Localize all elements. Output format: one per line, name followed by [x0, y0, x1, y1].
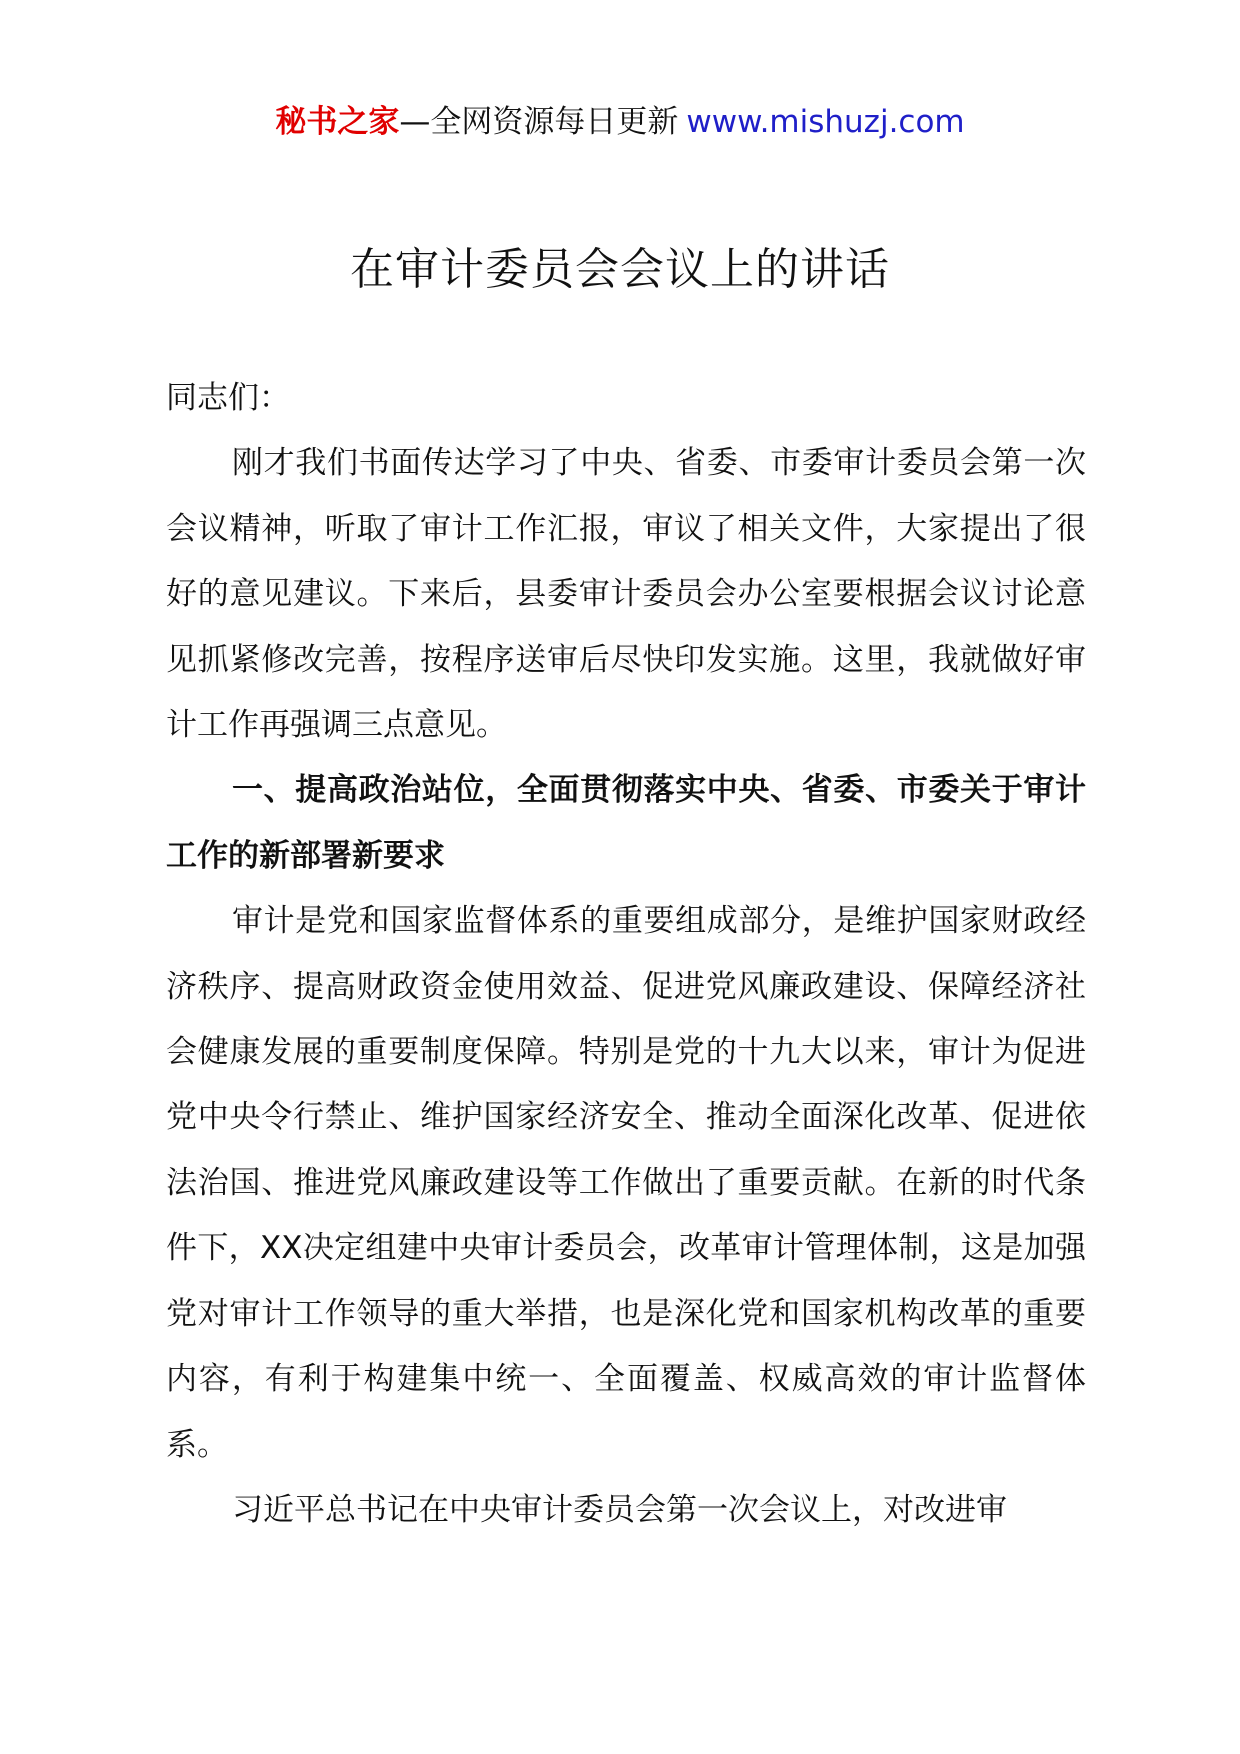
document-body [166, 366, 1086, 1543]
site-url-link[interactable]: www.mishuzj.com [686, 104, 965, 140]
site-brand: 秘书之家 [275, 104, 400, 140]
document-title: 在审计委员会会议上的讲话 [350, 244, 890, 295]
paragraph-audit-role: 审计是党和国家监督体系的重要组成部分，是维护国家财政经济秩序、提高财政资金使用效益、促进党风廉政建设、保障经济社会健康发展的重要制度保障。特别是党的十九大以来，审计为促进党中央令行禁止、维护国家经济安全、推动全面深化改革、促进依法治国、推进党风廉政建设等工作做出了重要贡献。在新的时代条件下，XX决定组建中央审计委员会，改革审计管理体制，这是加强党对审计工作领导的重大举措，也是深化党和国家机构改革的重要内容，有利于构建集中统一、全面覆盖、权威高效的审计监督体系。 [166, 903, 1086, 1463]
site-header [0, 100, 1240, 144]
section-heading-1: 一、提高政治站位，全面贯彻落实中央、省委、市委关于审计工作的新部署新要求 [166, 772, 1086, 874]
salutation: 同志们： [166, 380, 290, 416]
paragraph-intro: 刚才我们书面传达学习了中央、省委、市委审计委员会第一次会议精神，听取了审计工作汇报，审议了相关文件，大家提出了很好的意见建议。下来后，县委审计委员会办公室要根据会议讨论意见抓紧修改完善，按程序送审后尽快印发实施。这里，我就做好审计工作再强调三点意见。 [166, 445, 1086, 744]
site-slogan: —全网资源每日更新 [399, 104, 679, 140]
paragraph-continuation: 习近平总书记在中央审计委员会第一次会议上，对改进审 [232, 1491, 1007, 1528]
